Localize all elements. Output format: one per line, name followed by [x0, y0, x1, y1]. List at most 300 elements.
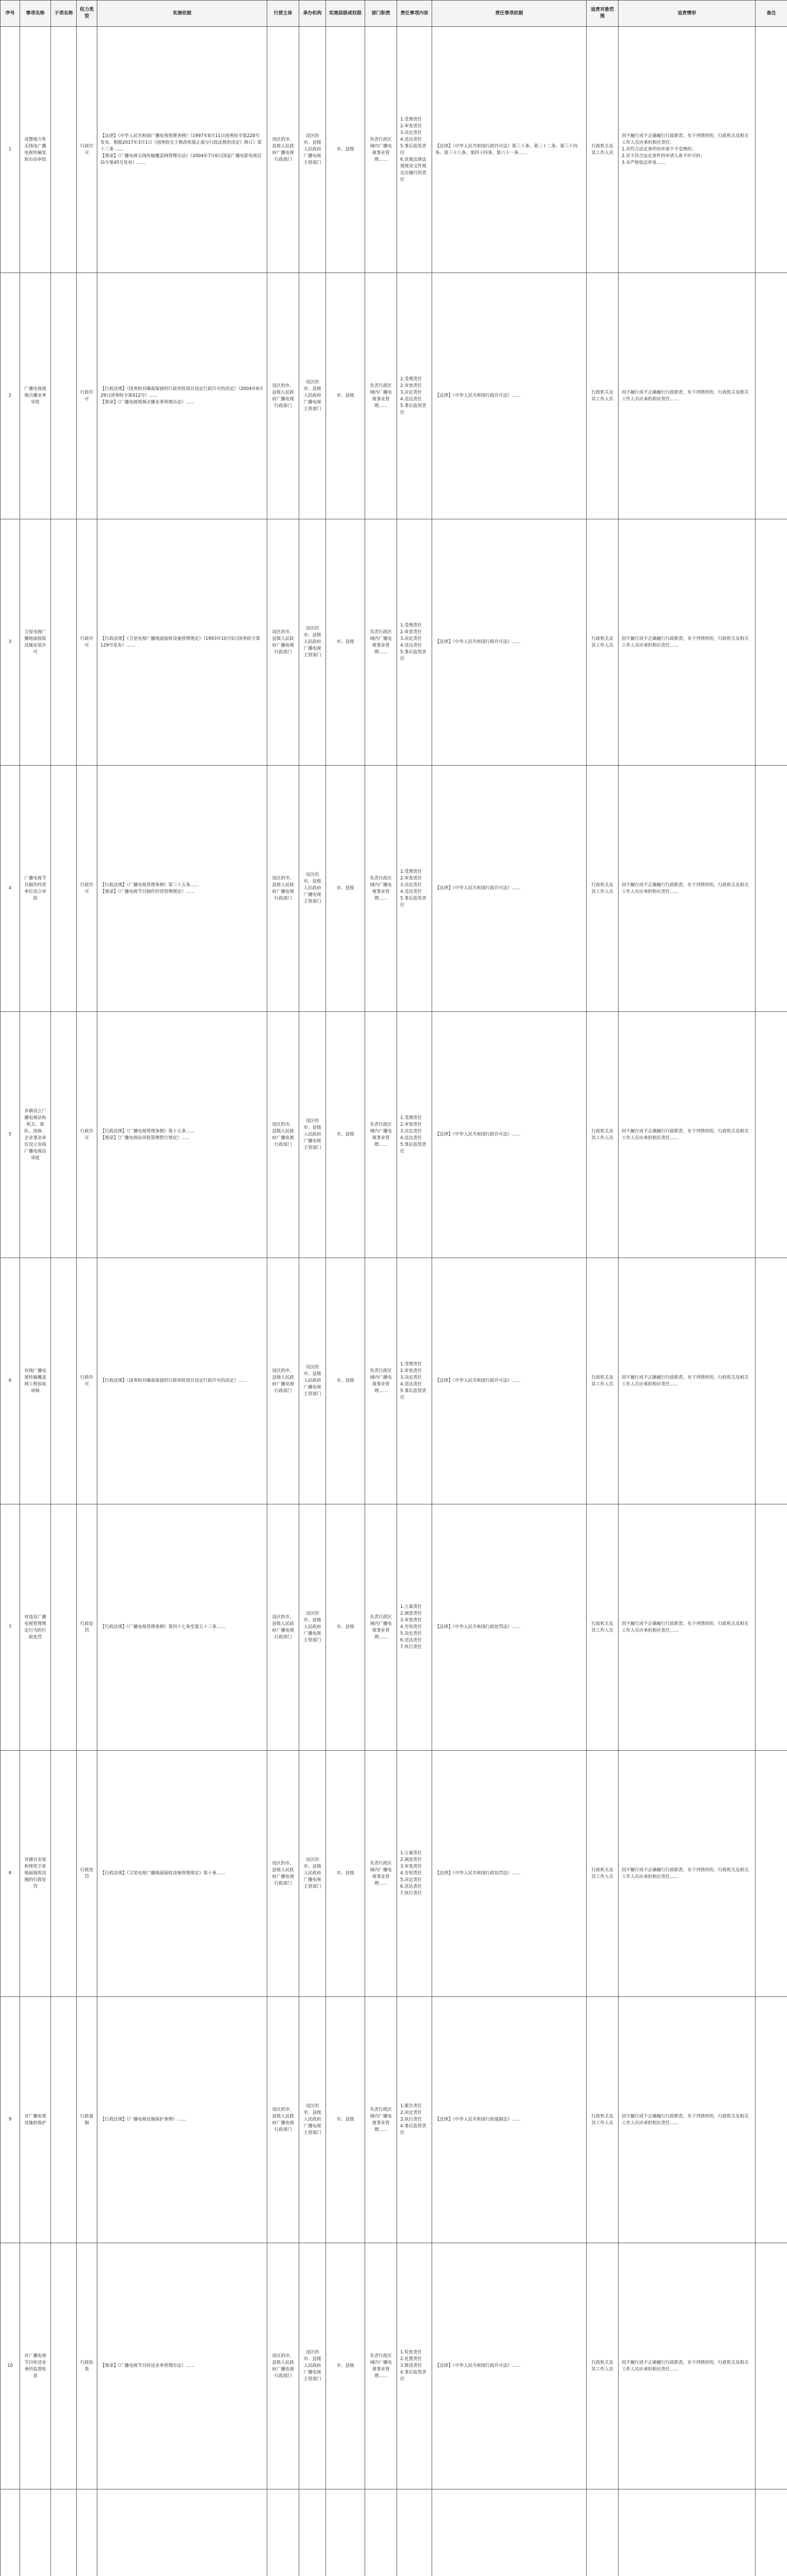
cell-name — [20, 1504, 51, 1751]
cell-sub — [51, 519, 77, 766]
cell-resp-text: 1.受理责任 2.审查责任 3.决定责任 4.送达责任 5.事后监管责任 6.其他法律法规规章文件规定应履行的责任 — [400, 116, 427, 182]
cell-resp — [397, 273, 432, 519]
cell-case-text: 因不履行或不正确履行行政职责，有下列情形的，行政机关及相关工作人员应承担相应责任…… — [622, 2113, 749, 2126]
table-row — [1, 1504, 787, 1751]
cell-no — [1, 1751, 20, 1997]
cell-duty — [365, 519, 397, 766]
cell-note — [756, 1504, 787, 1751]
cell-duty — [365, 27, 397, 273]
cell-resp — [397, 1751, 432, 1997]
cell-duty — [365, 1504, 397, 1751]
cell-scope-text: 行政机关及其工作人员 — [591, 1375, 613, 1387]
cell-basis-text: 【行政法规】《国务院对确需保留的行政审批项目设定行政许可的决定》（2004年6月29日国务院令第412号）…… 【规章】《广播电视视频点播业务管理办法》…… — [100, 386, 264, 405]
cell-scope — [587, 1258, 619, 1504]
cell-scope — [587, 1504, 619, 1751]
cell-resp-text: 1.检查责任 2.处置责任 3.移送责任 4.事后监管责任 — [400, 2350, 426, 2382]
cell-no — [1, 2489, 20, 2576]
table-body — [1, 27, 787, 2576]
cell-resp-text: 1.受理责任 2.审查责任 3.决定责任 4.送达责任 5.事后监管责任 — [400, 376, 426, 415]
cell-org-text: 设区的市、县级人民政府广播电视主管部门 — [303, 2104, 321, 2136]
cell-scope — [587, 1012, 619, 1258]
cell-duty-text: 负责行政区域内广播电视事业管理…… — [370, 1368, 392, 1394]
cell-org — [299, 1997, 326, 2243]
cell-level — [326, 1012, 365, 1258]
cell-org — [299, 1258, 326, 1504]
header-scope: 追责对象范围 — [587, 1, 619, 27]
cell-type-text: 行政检查 — [80, 2360, 94, 2372]
cell-basis — [97, 1258, 267, 1504]
cell-resp — [397, 519, 432, 766]
cell-type-text: 行政许可 — [80, 882, 94, 894]
cell-duty-text: 负责行政区域内广播电视事业管理…… — [370, 1614, 392, 1640]
cell-resp-basis-text: 【法律】《中华人民共和国行政处罚法》…… — [435, 1871, 521, 1876]
cell-case-text: 因不履行或不正确履行行政职责，有下列情形的，行政机关及相关工作人员应承担相应责任： 1.对符合法定条件的申请不予受理的； 2.对不符合法定条件的申请人准予许可的； 3.未严格依法审查…… — [622, 133, 749, 165]
cell-body — [267, 27, 299, 273]
cell-resp-basis — [432, 1012, 587, 1258]
table-row — [1, 1751, 787, 1997]
cell-body — [267, 1012, 299, 1258]
cell-duty-text: 负责行政区域内广播电视事业管理…… — [370, 1860, 392, 1886]
cell-resp-basis-text: 【法律】《中华人民共和国行政许可法》…… — [435, 639, 521, 645]
cell-sub — [51, 766, 77, 1012]
cell-case-text: 因不履行或不正确履行行政职责，有下列情形的，行政机关及相关工作人员应承担相应责任…… — [622, 1375, 749, 1387]
cell-name-text: 有线广播电视传输覆盖网工程验收审核 — [24, 1368, 46, 1394]
cell-level-text: 市、县级 — [336, 1378, 354, 1383]
cell-resp-text: 1.立案责任 2.调查责任 3.审查责任 4.告知责任 5.决定责任 6.送达责任 7.执行责任 — [400, 1851, 422, 1896]
cell-no-text: 7 — [8, 1624, 12, 1630]
cell-resp — [397, 1504, 432, 1751]
cell-case-text: 因不履行或不正确履行行政职责，有下列情形的，行政机关及相关工作人员应承担相应责任…… — [622, 636, 749, 648]
cell-body — [267, 519, 299, 766]
cell-resp-text: 1.受理责任 2.审查责任 3.决定责任 4.送达责任 5.事后监管责任 — [400, 1361, 426, 1400]
cell-type — [77, 1258, 97, 1504]
cell-basis — [97, 519, 267, 766]
cell-level — [326, 1504, 365, 1751]
cell-resp-basis — [432, 273, 587, 519]
cell-sub — [51, 273, 77, 519]
cell-scope-text: 行政机关及其工作人员 — [591, 1128, 613, 1141]
cell-name — [20, 1997, 51, 2243]
cell-level-text: 市、县级 — [336, 1132, 354, 1137]
cell-body — [267, 1997, 299, 2243]
cell-scope-text: 行政机关及其工作人员 — [591, 882, 613, 894]
cell-level-text: 市、县级 — [336, 886, 354, 891]
cell-note — [756, 1012, 787, 1258]
cell-sub — [51, 2489, 77, 2576]
cell-org-text: 设区的市、县级人民政府广播电视主管部门 — [303, 626, 321, 658]
cell-name-text: 对广播电视设施的保护 — [24, 2113, 46, 2126]
cell-resp-basis-text: 【法律】《中华人民共和国行政许可法》…… — [435, 886, 521, 891]
cell-sub — [51, 1258, 77, 1504]
cell-level — [326, 1997, 365, 2243]
cell-no-text: 8 — [8, 1871, 12, 1876]
cell-duty-text: 负责行政区域内广播电视事业管理…… — [370, 383, 392, 409]
cell-body — [267, 1751, 299, 1997]
cell-case — [619, 1012, 756, 1258]
cell-duty-text: 负责行政区域内广播电视事业管理…… — [370, 875, 392, 901]
cell-type — [77, 1751, 97, 1997]
cell-level-text: 市、县级 — [336, 393, 354, 398]
cell-org — [299, 27, 326, 273]
cell-body-text: 设区的市、县级人民政府广播电视行政部门 — [272, 2353, 294, 2379]
cell-resp-text: 1.受理责任 2.审查责任 3.决定责任 4.送达责任 5.事后监管责任 — [400, 1115, 426, 1154]
cell-resp-basis-text: 【法律】《中华人民共和国行政强制法》…… — [435, 2117, 521, 2122]
cell-resp-text: 1.立案责任 2.调查责任 3.审查责任 4.告知责任 5.决定责任 6.送达责任 7.执行责任 — [400, 1604, 422, 1650]
cell-org-text: 设区的市、县级人民政府广播电视主管部门 — [303, 2350, 321, 2382]
cell-body — [267, 2243, 299, 2489]
cell-level — [326, 2489, 365, 2576]
cell-case — [619, 766, 756, 1012]
cell-case — [619, 273, 756, 519]
cell-level-text: 市、县级 — [336, 639, 354, 645]
cell-duty — [365, 1258, 397, 1504]
cell-resp-basis — [432, 1258, 587, 1504]
table-row — [1, 766, 787, 1012]
cell-case — [619, 519, 756, 766]
cell-name — [20, 2243, 51, 2489]
cell-body — [267, 2489, 299, 2576]
cell-note — [756, 519, 787, 766]
cell-org-text: 设区的市、县级人民政府广播电视主管部门 — [303, 1857, 321, 1889]
cell-basis-text: 【行政法规】《广播电视管理条例》第四十七条至第五十三条…… — [100, 1624, 226, 1630]
header-resp-basis: 责任事项依据 — [432, 1, 587, 27]
cell-org-text: 设区的市、县级人民政府广播电视主管部门 — [303, 1118, 321, 1150]
cell-scope-text: 行政机关及其工作人员 — [591, 636, 613, 648]
cell-resp-text: 1.受理责任 2.审查责任 3.决定责任 4.送达责任 5.事后监管责任 — [400, 869, 426, 908]
cell-duty-text: 负责行政区域内广播电视事业管理…… — [370, 2353, 392, 2379]
cell-resp-basis — [432, 1751, 587, 1997]
cell-name-text: 广播电视视频点播业务审批 — [24, 386, 46, 405]
cell-type — [77, 1504, 97, 1751]
cell-note — [756, 27, 787, 273]
cell-case-text: 因不履行或不正确履行行政职责，有下列情形的，行政机关及相关工作人员应承担相应责任…… — [622, 389, 749, 402]
cell-type — [77, 27, 97, 273]
cell-basis — [97, 2489, 267, 2576]
cell-note — [756, 766, 787, 1012]
cell-scope-text: 行政机关及其工作人员 — [591, 389, 613, 402]
table-row — [1, 1997, 787, 2243]
cell-resp — [397, 27, 432, 273]
table-row — [1, 273, 787, 519]
cell-note — [756, 2489, 787, 2576]
cell-resp-basis — [432, 2243, 587, 2489]
table-row — [1, 27, 787, 273]
header-duty: 部门职责 — [365, 1, 397, 27]
cell-basis — [97, 27, 267, 273]
cell-name — [20, 2489, 51, 2576]
cell-no-text: 2 — [8, 393, 12, 398]
cell-org — [299, 519, 326, 766]
cell-org — [299, 766, 326, 1012]
cell-body-text: 设区的市、县级人民政府广播电视行政部门 — [272, 1368, 294, 1394]
cell-note — [756, 273, 787, 519]
cell-sub — [51, 2243, 77, 2489]
cell-type — [77, 766, 97, 1012]
table-row — [1, 1258, 787, 1504]
cell-case — [619, 27, 756, 273]
cell-no-text: 6 — [8, 1378, 12, 1383]
cell-case — [619, 1258, 756, 1504]
table-row — [1, 2489, 787, 2576]
cell-no — [1, 1997, 20, 2243]
cell-org-text: 设区的市、县级人民政府广播电视主管部门 — [303, 133, 321, 165]
cell-level — [326, 273, 365, 519]
cell-no-text: 10 — [7, 2363, 13, 2368]
cell-org-text: 设区的市、县级人民政府广播电视主管部门 — [303, 380, 321, 412]
cell-case — [619, 2243, 756, 2489]
header-org: 承办机构 — [299, 1, 326, 27]
cell-no-text: 4 — [8, 886, 12, 891]
cell-case-text: 因不履行或不正确履行行政职责，有下列情形的，行政机关及相关工作人员应承担相应责任…… — [622, 1621, 749, 1633]
cell-resp-basis — [432, 519, 587, 766]
cell-basis — [97, 2243, 267, 2489]
cell-resp — [397, 1997, 432, 2243]
cell-resp-basis — [432, 27, 587, 273]
cell-basis-text: 【行政法规】《卫星电视广播地面接收设施管理规定》第十条…… — [100, 1871, 226, 1876]
header-note: 备注 — [756, 1, 787, 27]
cell-level — [326, 1258, 365, 1504]
cell-basis — [97, 1012, 267, 1258]
cell-body-text: 设区的市、县级人民政府广播电视行政部门 — [272, 137, 294, 162]
cell-no — [1, 2243, 20, 2489]
cell-type-text: 行政许可 — [80, 1128, 94, 1141]
cell-type — [77, 1012, 97, 1258]
cell-sub — [51, 1751, 77, 1997]
cell-basis-text: 【行政法规】《广播电视设施保护条例》…… — [100, 2117, 186, 2122]
cell-level-text: 市、县级 — [336, 1871, 354, 1876]
header-body: 行使主体 — [267, 1, 299, 27]
cell-duty — [365, 1012, 397, 1258]
cell-type-text: 行政许可 — [80, 1375, 94, 1387]
cell-body-text: 设区的市、县级人民政府广播电视行政部门 — [272, 629, 294, 655]
cell-name — [20, 766, 51, 1012]
cell-scope — [587, 519, 619, 766]
cell-body — [267, 766, 299, 1012]
cell-body-text: 设区的市、县级人民政府广播电视行政部门 — [272, 875, 294, 901]
cell-resp-basis-text: 【法律】《中华人民共和国行政许可法》第三十条、第三十二条、第三十四条、第三十八条、第四十四条、第六十一条…… — [435, 143, 578, 156]
header-type: 权力类型 — [77, 1, 97, 27]
cell-basis — [97, 1504, 267, 1751]
cell-sub — [51, 27, 77, 273]
cell-type — [77, 273, 97, 519]
cell-body — [267, 1504, 299, 1751]
cell-no — [1, 1504, 20, 1751]
cell-org-text: 设区的市、县级人民政府广播电视主管部门 — [303, 1365, 321, 1397]
cell-level — [326, 27, 365, 273]
cell-basis-text: 【行政法规】《卫星电视广播地面接收设施管理规定》（1993年10月5日国务院令第129号发布）…… — [100, 636, 260, 648]
cell-name — [20, 1258, 51, 1504]
cell-resp — [397, 2489, 432, 2576]
cell-name-text: 广播电视节目制作经营单位设立审批 — [24, 875, 46, 901]
cell-case — [619, 1751, 756, 1997]
cell-case-text: 因不履行或不正确履行行政职责，有下列情形的，行政机关及相关工作人员应承担相应责任…… — [622, 1128, 749, 1141]
cell-type-text: 行政许可 — [80, 636, 94, 648]
cell-no-text: 5 — [8, 1132, 12, 1137]
cell-org — [299, 1504, 326, 1751]
cell-scope-text: 行政机关及其工作人员 — [591, 2113, 613, 2126]
cell-name-text: 乡镇设立广播电视站和机关、部队、团体、企业事业单位设立有线广播电视站审批 — [24, 1108, 46, 1161]
cell-name — [20, 1751, 51, 1997]
cell-scope — [587, 2243, 619, 2489]
cell-type-text: 行政处罚 — [80, 1621, 94, 1633]
cell-basis — [97, 1751, 267, 1997]
cell-no — [1, 1258, 20, 1504]
cell-resp — [397, 1258, 432, 1504]
cell-basis — [97, 766, 267, 1012]
cell-level — [326, 2243, 365, 2489]
cell-level-text: 市、县级 — [336, 147, 354, 152]
cell-resp-basis-text: 【法律】《中华人民共和国行政处罚法》…… — [435, 1624, 521, 1630]
cell-scope — [587, 27, 619, 273]
cell-type — [77, 2243, 97, 2489]
header-basis: 实施依据 — [97, 1, 267, 27]
cell-resp-basis-text: 【法律】《中华人民共和国行政许可法》…… — [435, 393, 521, 398]
cell-type-text: 行政许可 — [80, 389, 94, 402]
cell-resp-basis — [432, 1504, 587, 1751]
cell-note — [756, 1997, 787, 2243]
cell-org-text: 设区的市、县级人民政府广播电视主管部门 — [303, 1611, 321, 1643]
cell-resp — [397, 766, 432, 1012]
cell-basis-text: 【规章】《广播电视节目传送业务管理办法》…… — [100, 2363, 195, 2368]
cell-type — [77, 1997, 97, 2243]
cell-duty — [365, 2243, 397, 2489]
cell-name — [20, 27, 51, 273]
cell-scope-text: 行政机关及其工作人员 — [591, 2360, 613, 2372]
cell-name-text: 对擅自安装和使用卫星地面接收设施的行政处罚 — [24, 1857, 46, 1889]
cell-name-text: 设置地方性无线电广播电视传输发射台站审批 — [24, 137, 46, 162]
cell-duty — [365, 766, 397, 1012]
table-header-row — [1, 1, 787, 27]
cell-no — [1, 273, 20, 519]
cell-resp — [397, 1012, 432, 1258]
cell-no — [1, 1012, 20, 1258]
cell-sub — [51, 1504, 77, 1751]
cell-basis — [97, 1997, 267, 2243]
cell-org — [299, 273, 326, 519]
cell-body — [267, 273, 299, 519]
cell-org — [299, 1751, 326, 1997]
cell-duty-text: 负责行政区域内广播电视事业管理…… — [370, 137, 392, 162]
cell-case — [619, 1504, 756, 1751]
cell-type — [77, 519, 97, 766]
cell-name-text: 卫星电视广播地面接收设施安装许可 — [24, 629, 46, 655]
cell-name — [20, 273, 51, 519]
cell-name-text: 对违反广播电视管理规定行为的行政处罚 — [24, 1614, 46, 1640]
cell-case-text: 因不履行或不正确履行行政职责，有下列情形的，行政机关及相关工作人员应承担相应责任…… — [622, 2360, 749, 2372]
cell-level — [326, 766, 365, 1012]
cell-no — [1, 27, 20, 273]
header-resp: 责任事项内容 — [397, 1, 432, 27]
cell-duty-text: 负责行政区域内广播电视事业管理…… — [370, 2107, 392, 2132]
cell-body-text: 设区的市、县级人民政府广播电视行政部门 — [272, 1122, 294, 1147]
cell-type — [77, 2489, 97, 2576]
cell-resp — [397, 2243, 432, 2489]
cell-scope — [587, 2489, 619, 2576]
table-row — [1, 1012, 787, 1258]
cell-scope — [587, 273, 619, 519]
cell-case-text: 因不履行或不正确履行行政职责，有下列情形的，行政机关及相关工作人员应承担相应责任…… — [622, 882, 749, 894]
cell-case — [619, 1997, 756, 2243]
cell-no-text: 9 — [8, 2117, 12, 2122]
cell-body-text: 设区的市、县级人民政府广播电视行政部门 — [272, 2107, 294, 2132]
cell-level — [326, 1751, 365, 1997]
cell-scope-text: 行政机关及其工作人员 — [591, 1621, 613, 1633]
cell-resp-basis-text: 【法律】《中华人民共和国行政许可法》…… — [435, 1378, 521, 1383]
cell-scope-text: 行政机关及其工作人员 — [591, 143, 613, 156]
table-row — [1, 2243, 787, 2489]
cell-sub — [51, 1012, 77, 1258]
header-case: 追责情形 — [619, 1, 756, 27]
cell-duty-text: 负责行政区域内广播电视事业管理…… — [370, 1122, 392, 1147]
cell-duty — [365, 1997, 397, 2243]
header-name: 事项名称 — [20, 1, 51, 27]
cell-resp-text: 1.催告责任 2.决定责任 3.执行责任 4.事后监管责任 — [400, 2104, 426, 2136]
cell-no-text: 1 — [8, 147, 12, 152]
cell-scope — [587, 1997, 619, 2243]
cell-scope-text: 行政机关及其工作人员 — [591, 1867, 613, 1879]
cell-level-text: 市、县级 — [336, 2117, 354, 2122]
cell-name-text: 对广播电视节目传送业务的监督检查 — [24, 2353, 46, 2379]
cell-org — [299, 2489, 326, 2576]
cell-no — [1, 519, 20, 766]
cell-org — [299, 1012, 326, 1258]
cell-level-text: 市、县级 — [336, 1624, 354, 1630]
cell-basis-text: 【行政法规】《广播电视管理条例》第三十五条…… 【规章】《广播电视节目制作经营管理规定》…… — [100, 882, 199, 894]
cell-body-text: 设区的市、县级人民政府广播电视行政部门 — [272, 1614, 294, 1640]
cell-resp-basis-text: 【法律】《中华人民共和国行政许可法》…… — [435, 1132, 521, 1137]
header-sub: 子项名称 — [51, 1, 77, 27]
cell-case — [619, 2489, 756, 2576]
cell-body-text: 设区的市、县级人民政府广播电视行政部门 — [272, 1860, 294, 1886]
cell-type-text: 行政许可 — [80, 143, 94, 156]
cell-basis-text: 【行政法规】《广播电视管理条例》第十五条…… 【规章】《广播电视站审批管理暂行规定》…… — [100, 1128, 195, 1141]
cell-type-text: 行政强制 — [80, 2113, 94, 2126]
table-row — [1, 519, 787, 766]
cell-basis — [97, 273, 267, 519]
cell-resp-text: 1.受理责任 2.审查责任 3.决定责任 4.送达责任 5.事后监管责任 — [400, 622, 426, 662]
header-no: 序号 — [1, 1, 20, 27]
cell-no-text: 3 — [8, 639, 12, 645]
cell-basis-text: 【行政法规】《国务院对确需保留的行政审批项目设定行政许可的决定》…… — [100, 1378, 247, 1383]
cell-basis-text: 【法律】《中华人民共和国广播电视管理条例》（1997年8月11日国务院令第228号发布，根据2017年3月1日《国务院关于修改和废止部分行政法规的决定》修订）第十三条 …… 【规章】《广播电视无线传输覆盖网管理办法》（2004年7月6日国家广播电影电视总局令第45号发布）…… — [100, 133, 262, 165]
cell-level — [326, 519, 365, 766]
cell-org — [299, 2243, 326, 2489]
cell-case-text: 因不履行或不正确履行行政职责，有下列情形的，行政机关及相关工作人员应承担相应责任…… — [622, 1867, 749, 1879]
cell-resp-basis — [432, 766, 587, 1012]
cell-note — [756, 1751, 787, 1997]
cell-duty-text: 负责行政区域内广播电视事业管理…… — [370, 629, 392, 655]
cell-scope — [587, 1751, 619, 1997]
cell-duty — [365, 1751, 397, 1997]
cell-name — [20, 1012, 51, 1258]
cell-no — [1, 766, 20, 1012]
cell-type-text: 行政处罚 — [80, 1867, 94, 1879]
cell-sub — [51, 1997, 77, 2243]
cell-level-text: 市、县级 — [336, 2363, 354, 2368]
cell-body — [267, 1258, 299, 1504]
cell-body-text: 设区的市、县级人民政府广播电视行政部门 — [272, 383, 294, 409]
cell-note — [756, 1258, 787, 1504]
cell-org-text: 设区的市、县级人民政府广播电视主管部门 — [303, 872, 321, 904]
cell-scope — [587, 766, 619, 1012]
cell-name — [20, 519, 51, 766]
cell-duty — [365, 273, 397, 519]
cell-resp-basis — [432, 2489, 587, 2576]
cell-duty — [365, 2489, 397, 2576]
header-level: 实施层级或权限 — [326, 1, 365, 27]
cell-note — [756, 2243, 787, 2489]
cell-resp-basis-text: 【法律】《中华人民共和国行政许可法》…… — [435, 2363, 521, 2368]
